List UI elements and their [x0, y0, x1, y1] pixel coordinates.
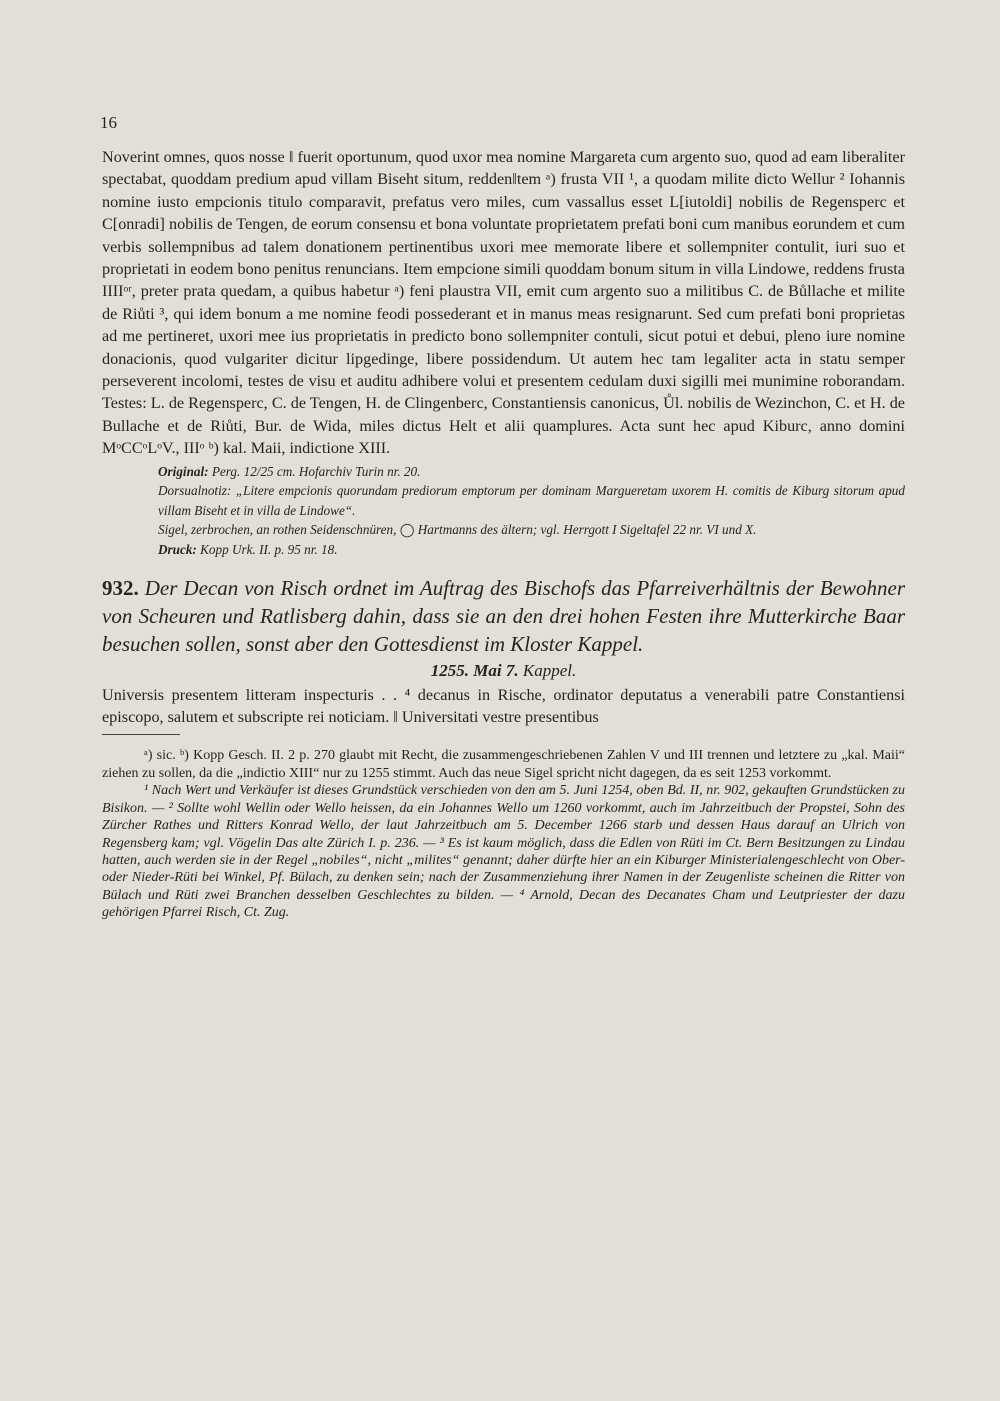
- entry-heading: [102, 574, 905, 658]
- page-number: 16: [100, 113, 117, 132]
- entry-date: 1255. Mai 7.: [430, 660, 519, 680]
- footnote-rule: [102, 734, 180, 735]
- main-text-column: [102, 146, 905, 922]
- entry-dateline: [102, 658, 905, 684]
- print-text: Kopp Urk. II. p. 95 nr. 18.: [200, 542, 338, 558]
- commentary-notes: ¹ Nach Wert und Verkäufer ist dieses Grundstück verschieden von den am 5. Juni 1254, oben Bd. II, nr. 902, gekauften Grundstücken zu Bisikon. — ² Sollte wohl Wellin oder Wello heissen, da ein Johannes Wello um 1260 vorkommt, auch im Jahrzeitbuch der Propstei, Sohn des Zürcher Rathes und Ritters Konrad Wello, der laut Jahrzeitbuch am 5. December 1266 starb und dessen Haus darauf an Ulrich von Regensberg kam; vgl. Vögelin Das alte Zürich I. p. 236. — ³ Es ist kaum möglich, dass die Edlen von Rüti im Ct. Bern Besitzungen zu Lindau hatten, auch werden sie in der Regel „nobiles“, nicht „milites“ genannt; daher dürfte hier an ein Kiburger Ministerialengeschlecht von Ober- oder Nieder-Rüti bei Winkel, Pf. Bülach, zu denken sein; nach der Zusammenziehung ihrer Namen in der Zeugenliste scheinen die Ritter von Bülach und Rüti zwei Branchen desselben Geschlechtes zu bilden. — ⁴ Arnold, Decan des Decanates Cham und Leutpriester der dazu gehörigen Pfarrei Risch, Ct. Zug.: [102, 783, 905, 921]
- dorsual-note: Dorsualnotiz: „Litere empcionis quorundam prediorum emptorum per dominam Margueretam uxorem H. comitis de Kiburg sitorum apud villam Biseht et in villa de Lindowe“.: [158, 483, 905, 518]
- original-text: Perg. 12/25 cm. Hofarchiv Turin nr. 20.: [211, 463, 421, 479]
- entry-place: Kappel.: [522, 660, 577, 680]
- text-critical-notes: ᵃ) sic. ᵇ) Kopp Gesch. II. 2 p. 270 glaubt mit Recht, die zusammengeschriebenen Zahlen V und III trennen und letztere zu „kal. Maii“ ziehen zu sollen, da die „indictio XIII“ nur zu 1255 stimmt. Auch das neue Sigel spricht nicht dagegen, da es seit 1253 vorkommt.: [102, 748, 905, 781]
- entry-regest: Der Decan von Risch ordnet im Auftrag des Bischofs das Pfarreiverhältnis der Bewohner von Scheuren und Ratlisberg dahin, dass sie an den drei hohen Festen ihre Mutterkirche Baar besuchen sollen, sonst aber den Gottesdienst im Kloster Kappel.: [102, 575, 905, 656]
- entry-number: 932.: [102, 575, 139, 600]
- original-label: Original:: [158, 463, 209, 479]
- charter-text: Noverint omnes, quos nosse ‖ fuerit oportunum, quod uxor mea nomine Margareta cum argento suo, quod ad eam liberaliter spectabat, quoddam predium apud villam Biseht situm, redden‖tem ᵃ) frusta VII ¹, a quodam milite dicto Wellur ² Iohannis nomine iusto empcionis titulo comparavit, prefatus vero miles, cum vassallus esset L[iutoldi] nobilis de Regensperc et C[onradi] nobilis de Tengen, de eorum consensu et bona voluntate proprietatem prefati boni cum manibus eorundem et cum verbis sollempnibus ad talem donationem pertinentibus uxori mee memorate libere et sollempniter contulit, iuri suo et proprietati in eodem bono penitus renuncians. Item empcione simili quoddam bonum situm in villa Lindowe, reddens frusta IIIIᵒʳ, preter prata quedam, a quibus habetur ᵃ) feni plaustra VII, emit cum argento suo a militibus C. de Bůllache et milite de Riůti ³, qui idem bonum a me nomine feodi possederant et in manus meas resignarunt. Sed cum prefati boni proprietas ad me pertineret, uxori mee ius proprietatis in predicto bono sollempniter contuli, sicut potui et debui, pleno iure nomine donacionis, quod vulgariter dicitur lipgedinge, libere possidendum. Ut autem hec tam legaliter acta in statu semper perseverent incolomi, testes de visu et auditu adhibere volui et presentem cedulam duxi sigilli mei munimine roborandam. Testes: L. de Regensperc, C. de Tengen, H. de Clingenberc, Constantiensis canonicus, Ůl. nobilis de Wezinchon, C. et H. de Bullache et de Riůti, Bur. de Wida, miles dictus Helt et alii quamplures. Acta sunt hec apud Kiburc, anno domini MᵒCCᵒLᵒV., IIIᵒ ᵇ) kal. Maii, indictione XIII.: [102, 148, 905, 458]
- print-label: Druck:: [158, 542, 197, 558]
- source-notes: [102, 462, 905, 560]
- entry-text: Universis presentem litteram inspecturis . . ⁴ decanus in Rische, ordinator deputatus a venerabili patre Constantiensi episcopo, salutem et subscripte rei noticiam. ‖ Universitati vestre presentibus: [102, 685, 905, 727]
- seal-note: Sigel, zerbrochen, an rothen Seidenschnüren, ◯ Hartmanns des ältern; vgl. Herrgott I Sigeltafel 22 nr. VI und X.: [158, 522, 757, 538]
- footnotes: [102, 747, 905, 921]
